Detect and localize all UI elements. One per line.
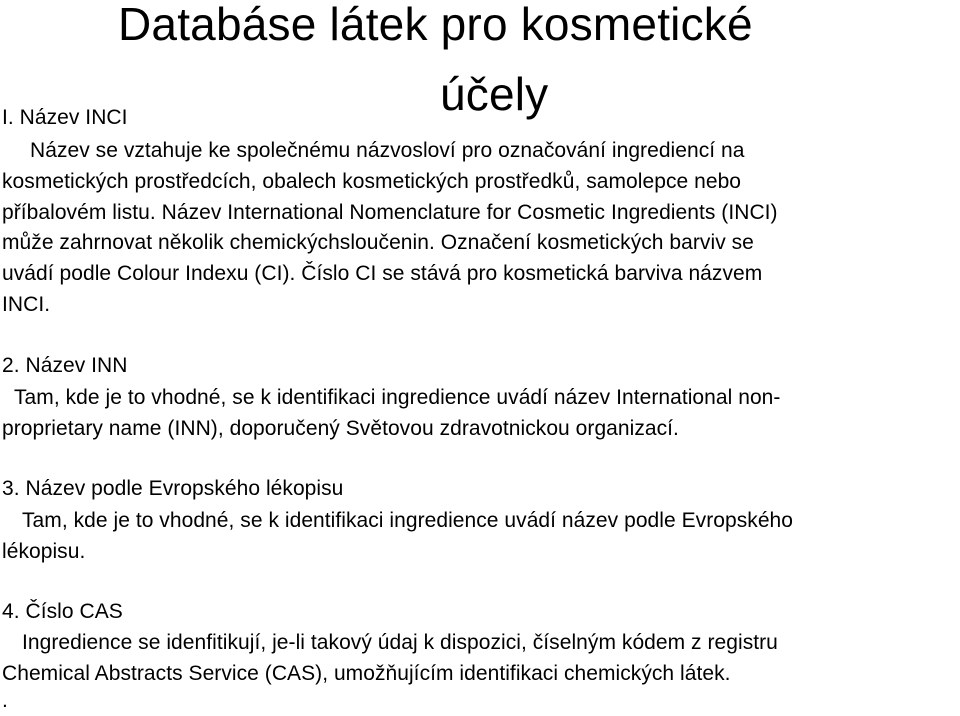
section-1-line-6: INCI. xyxy=(2,293,51,316)
section-4-heading: 4. Číslo CAS xyxy=(2,600,123,623)
section-2-heading: 2. Název INN xyxy=(2,354,128,377)
section-2-line-2: proprietary name (INN), doporučený Světovou zdravotnickou organizací. xyxy=(2,417,679,440)
section-1-line-2: kosmetických prostředcích, obalech kosmetických prostředků, samolepce nebo xyxy=(2,170,742,193)
section-1-line-4: může zahrnovat několik chemickýchsloučenin. Označení kosmetických barviv se xyxy=(2,231,754,254)
section-1-line-3: příbalovém listu. Název International Nomenclature for Cosmetic Ingredients (INCI) xyxy=(2,201,778,224)
slide-title-line-1: Databáse látek pro kosmetické xyxy=(118,0,753,50)
section-1-line-1: Název se vztahuje ke společnému názvosloví pro označování ingrediencí na xyxy=(30,139,745,162)
slide-title-line-2: účely xyxy=(440,68,549,120)
section-3-heading: 3. Název podle Evropského lékopisu xyxy=(2,477,344,500)
section-2-line-1: Tam, kde je to vhodné, se k identifikaci ingredience uvádí název International non- xyxy=(14,386,781,409)
section-1-line-5: uvádí podle Colour Indexu (CI). Číslo CI se stává pro kosmetická barviva názvem xyxy=(2,262,763,285)
section-4-line-2: Chemical Abstracts Service (CAS), umožňujícím identifikaci chemických látek. xyxy=(2,662,731,685)
section-4-line-3: . xyxy=(2,689,8,712)
section-1-heading: I. Název INCI xyxy=(2,106,128,129)
section-4-line-1: Ingredience se idenfitikují, je-li takový údaj k dispozici, číselným kódem z registru xyxy=(22,631,778,654)
section-3-line-1: Tam, kde je to vhodné, se k identifikaci ingredience uvádí název podle Evropského xyxy=(22,509,794,532)
section-3-line-2: lékopisu. xyxy=(2,540,86,563)
